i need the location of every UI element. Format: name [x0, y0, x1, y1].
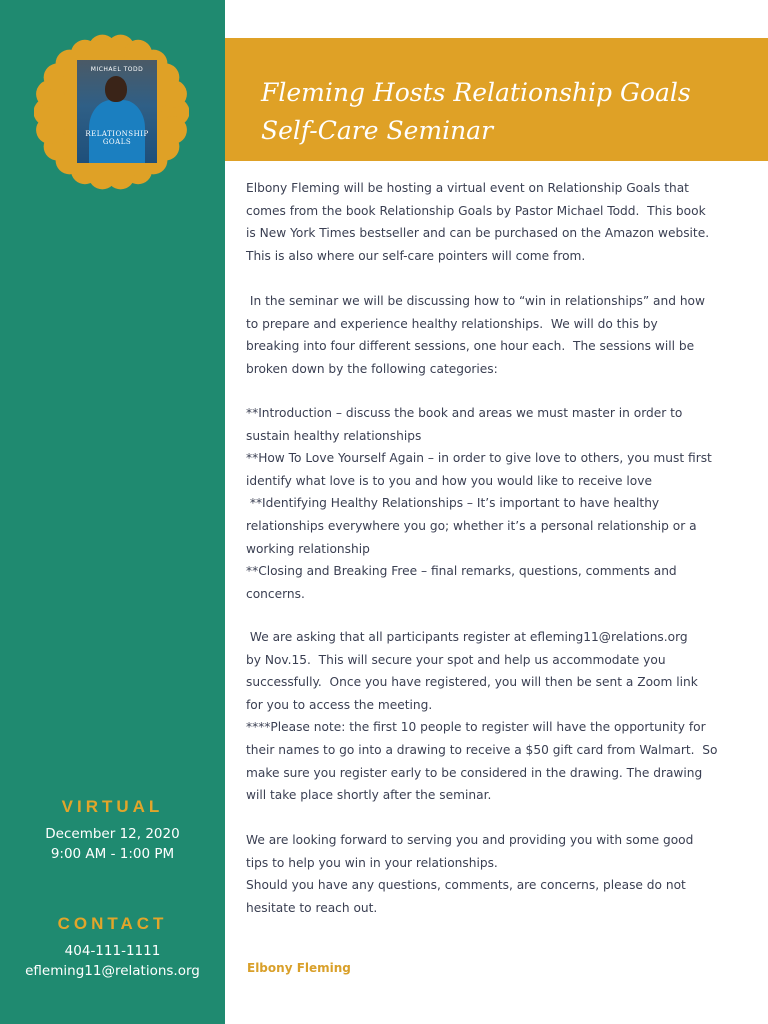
page-title [261, 74, 741, 150]
text-line: working relationship [246, 541, 370, 556]
text-line: comes from the book Relationship Goals by Pastor Michael Todd. This book [246, 203, 706, 218]
contact-phone[interactable]: 404-111-1111 [64, 943, 161, 959]
intro-paragraph [246, 177, 716, 267]
text-line: We are looking forward to serving you and providing you with some good [246, 833, 694, 847]
text-line: concerns. [246, 586, 305, 601]
text-line: hesitate to reach out. [246, 900, 378, 915]
contact-heading: CONTACT [57, 914, 168, 933]
event-time: 9:00 AM - 1:00 PM [50, 846, 175, 862]
text-line: In the seminar we will be discussing how to “win in relationships” and how [246, 294, 705, 308]
text-line: relationships everywhere you go; whether it’s a personal relationship or a [246, 518, 697, 533]
signature: Elbony Fleming [247, 961, 351, 975]
page-title-line2: Self-Care Seminar [261, 116, 494, 145]
book-figure-head [105, 76, 127, 102]
text-line: Should you have any questions, comments, are concerns, please do not [246, 878, 686, 893]
text-line: by Nov.15. This will secure your spot and help us accommodate you [246, 652, 666, 667]
closing-paragraph [246, 829, 716, 919]
registration-paragraph [246, 626, 716, 807]
text-line: ****Please note: the first 10 people to register will have the opportunity for [246, 720, 706, 735]
text-line: will take place shortly after the seminar. [246, 788, 492, 803]
text-line: **Introduction – discuss the book and areas we must master in order to [246, 406, 683, 420]
virtual-heading: VIRTUAL [61, 797, 164, 816]
text-line: Elbony Fleming will be hosting a virtual event on Relationship Goals that [246, 181, 689, 195]
sessions-list [246, 402, 716, 605]
sidebar [0, 0, 225, 1024]
text-line: We are asking that all participants register at efleming11@relations.org [246, 630, 688, 644]
text-line: identify what love is to you and how you would like to receive love [246, 473, 652, 488]
text-line: sustain healthy relationships [246, 428, 422, 443]
text-line: for you to access the meeting. [246, 697, 433, 712]
text-line: **How To Love Yourself Again – in order to give love to others, you must first [246, 451, 712, 466]
book-title-line1: RELATIONSHIP [85, 130, 149, 138]
book-title [77, 130, 157, 146]
book-title-line2: GOALS [102, 138, 132, 146]
event-date: December 12, 2020 [45, 826, 180, 842]
page-title-line1: Fleming Hosts Relationship Goals [261, 78, 691, 107]
seminar-paragraph [246, 290, 716, 380]
text-line: This is also where our self-care pointers will come from. [246, 248, 586, 263]
text-line: successfully. Once you have registered, you will then be sent a Zoom link [246, 675, 698, 690]
text-line: tips to help you win in your relationships. [246, 855, 498, 870]
text-line: **Identifying Healthy Relationships – It’s important to have healthy [246, 496, 660, 511]
text-line: breaking into four different sessions, one hour each. The sessions will be [246, 339, 695, 354]
contact-email[interactable]: efleming11@relations.org [25, 963, 200, 979]
text-line: their names to go into a drawing to receive a $50 gift card from Walmart. So [246, 742, 718, 757]
badge-scallop [159, 80, 187, 108]
text-line: make sure you register early to be considered in the drawing. The drawing [246, 765, 703, 780]
book-cover-image [77, 60, 157, 163]
book-badge [34, 32, 189, 192]
text-line: to prepare and experience healthy relationships. We will do this by [246, 316, 658, 331]
text-line: **Closing and Breaking Free – final remarks, questions, comments and [246, 564, 677, 579]
title-banner [225, 38, 768, 161]
text-line: is New York Times bestseller and can be purchased on the Amazon website. [246, 226, 710, 241]
book-author: MICHAEL TODD [90, 66, 144, 73]
text-line: broken down by the following categories: [246, 361, 498, 376]
